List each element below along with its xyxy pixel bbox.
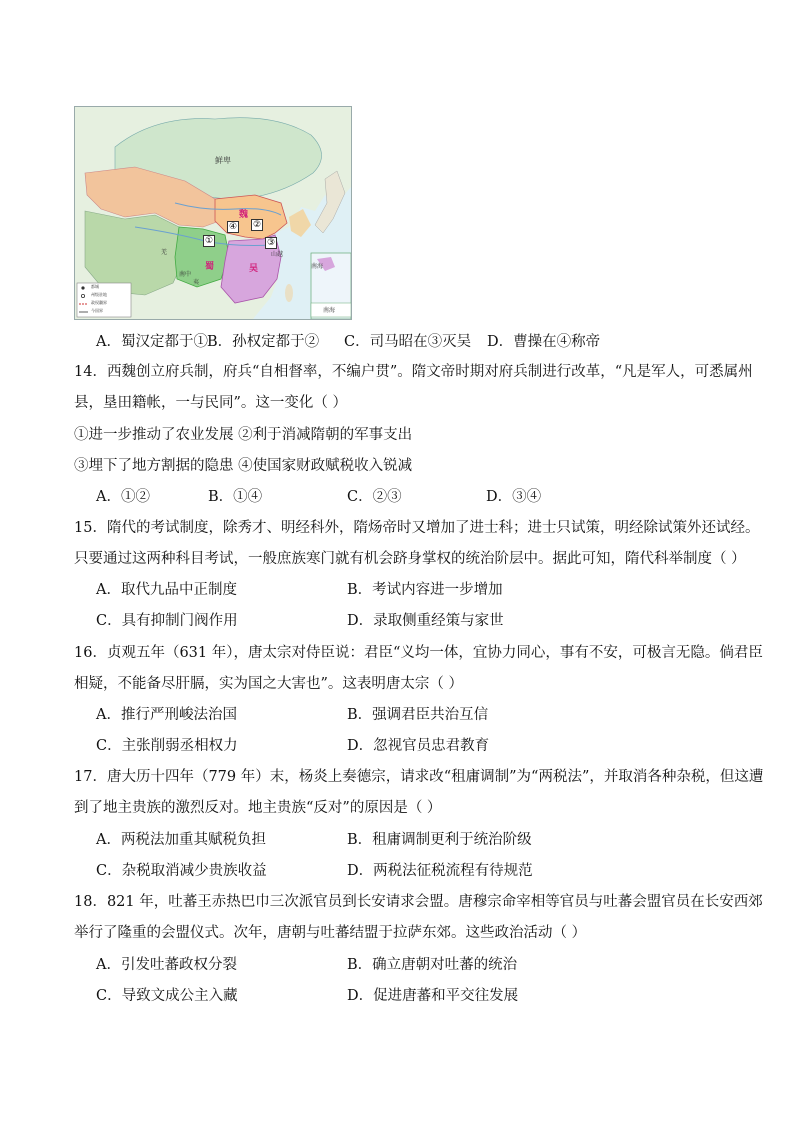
map-label-nanhai: 南海 [311, 263, 324, 270]
q18-option-d: D．促进唐蕃和平交往发展 [347, 988, 519, 1004]
q18-option-b: B．确立唐朝对吐蕃的统治 [347, 957, 518, 973]
q15-option-d: D．录取侧重经策与家世 [347, 613, 504, 629]
q16-option-d: D．忽视官员忠君教育 [347, 738, 490, 754]
q15-stem-line2: 只要通过这两种科目考试，一般庶族寒门就有机会跻身掌权的统治阶层中。据此可知，隋代科举制度（ ） [74, 551, 746, 567]
q14-option-c: C．②③ [347, 489, 402, 505]
legend-modern-border: 今国界 [91, 308, 103, 313]
q14-stem-line1: 14．西魏创立府兵制，府兵“自相督率，不编户贯”。隋文帝时期对府兵制进行改革，“凡是军人，可悉属州 [74, 364, 753, 380]
q18-stem-line2: 举行了隆重的会盟仪式。次年，唐朝与吐蕃结盟于拉萨东郊。这些政治活动（ ） [74, 925, 587, 941]
q14-option-a: A．①② [96, 489, 150, 505]
q13-option-c: C．司马昭在③灭吴 [344, 334, 472, 350]
map-label-yi: 夷 [193, 279, 200, 286]
q13-option-a: A．蜀汉定都于① [96, 334, 208, 350]
q15-option-a: A．取代九品中正制度 [96, 582, 237, 598]
map-label-wu: 吴 [249, 264, 259, 274]
map-label-wei: 魏 [239, 210, 249, 220]
q16-stem-line2: 相疑，不能备尽肝膈，实为国之大害也”。这表明唐太宗（ ） [74, 676, 464, 692]
legend-capital: 都城 [91, 284, 99, 289]
map-label-xianbei: 鲜卑 [215, 156, 231, 165]
inset-label: 南海 [323, 307, 336, 314]
q17-stem-line2: 到了地主贵族的激烈反对。地主贵族“反对”的原因是（ ） [74, 800, 442, 816]
q18-option-c: C．导致文成公主入藏 [96, 988, 238, 1004]
q16-option-b: B．强调君臣共治互信 [347, 707, 489, 723]
q17-option-a: A．两税法加重其赋税负担 [96, 832, 266, 848]
q17-stem-line1: 17．唐大历十四年（779 年）末，杨炎上奏德宗，请求改“租庸调制”为“两税法”，并取消各种杂税，但这遭 [74, 769, 764, 785]
q16-option-c: C．主张削弱丞相权力 [96, 738, 238, 754]
map-label-shu: 蜀 [205, 262, 215, 272]
q16-option-a: A．推行严刑峻法治国 [96, 707, 237, 723]
q16-stem-line1: 16．贞观五年（631 年），唐太宗对侍臣说：君臣“义均一体，宜协力同心，事有不安，可极言无隐。倘君臣 [74, 645, 763, 661]
q17-option-b: B．租庸调制更利于统治阶级 [347, 832, 532, 848]
q17-option-d: D．两税法征税流程有待规范 [347, 863, 533, 879]
map-marker-1: ① [205, 236, 214, 246]
q14-option-b: B．①④ [208, 489, 263, 505]
map-label-shanyue: 山越 [271, 251, 284, 258]
q17-option-c: C．杂税取消减少贵族收益 [96, 863, 267, 879]
map-marker-2: ② [253, 220, 262, 230]
q15-option-c: C．具有抑制门阀作用 [96, 613, 238, 629]
map-marker-3: ③ [267, 238, 276, 248]
map-label-nanzhong: 南中 [179, 271, 192, 278]
three-kingdoms-map [74, 106, 352, 320]
legend-regime-border: 政权疆界 [91, 300, 107, 305]
q14-option-d: D．③④ [486, 489, 542, 505]
map-graphic [75, 107, 351, 319]
q13-option-b: B．孙权定都于② [207, 334, 320, 350]
q18-stem-line1: 18．821 年，吐蕃王赤热巴巾三次派官员到长安请求会盟。唐穆宗命宰相等官员与吐蕃会盟官员在长安西郊 [74, 894, 763, 910]
q13-option-d: D．曹操在④称帝 [487, 334, 601, 350]
q18-option-a: A．引发吐蕃政权分裂 [96, 957, 237, 973]
map-marker-4: ④ [229, 222, 238, 232]
q14-stem-line2: 县，垦田籍帐，一与民同”。这一变化（ ） [74, 395, 348, 411]
q14-statements-2: ③埋下了地方割据的隐患 ④使国家财政赋税收入锐减 [74, 458, 413, 474]
map-label-qiang: 羌 [161, 249, 168, 256]
q14-statements-1: ①进一步推动了农业发展 ②利于消减隋朝的军事支出 [74, 427, 413, 443]
legend-prefecture: 州级驻地 [91, 292, 107, 297]
q15-stem-line1: 15．隋代的考试制度，除秀才、明经科外，隋炀帝时又增加了进士科；进士只试策，明经除试策外还试经。 [74, 520, 760, 536]
q15-option-b: B．考试内容进一步增加 [347, 582, 503, 598]
